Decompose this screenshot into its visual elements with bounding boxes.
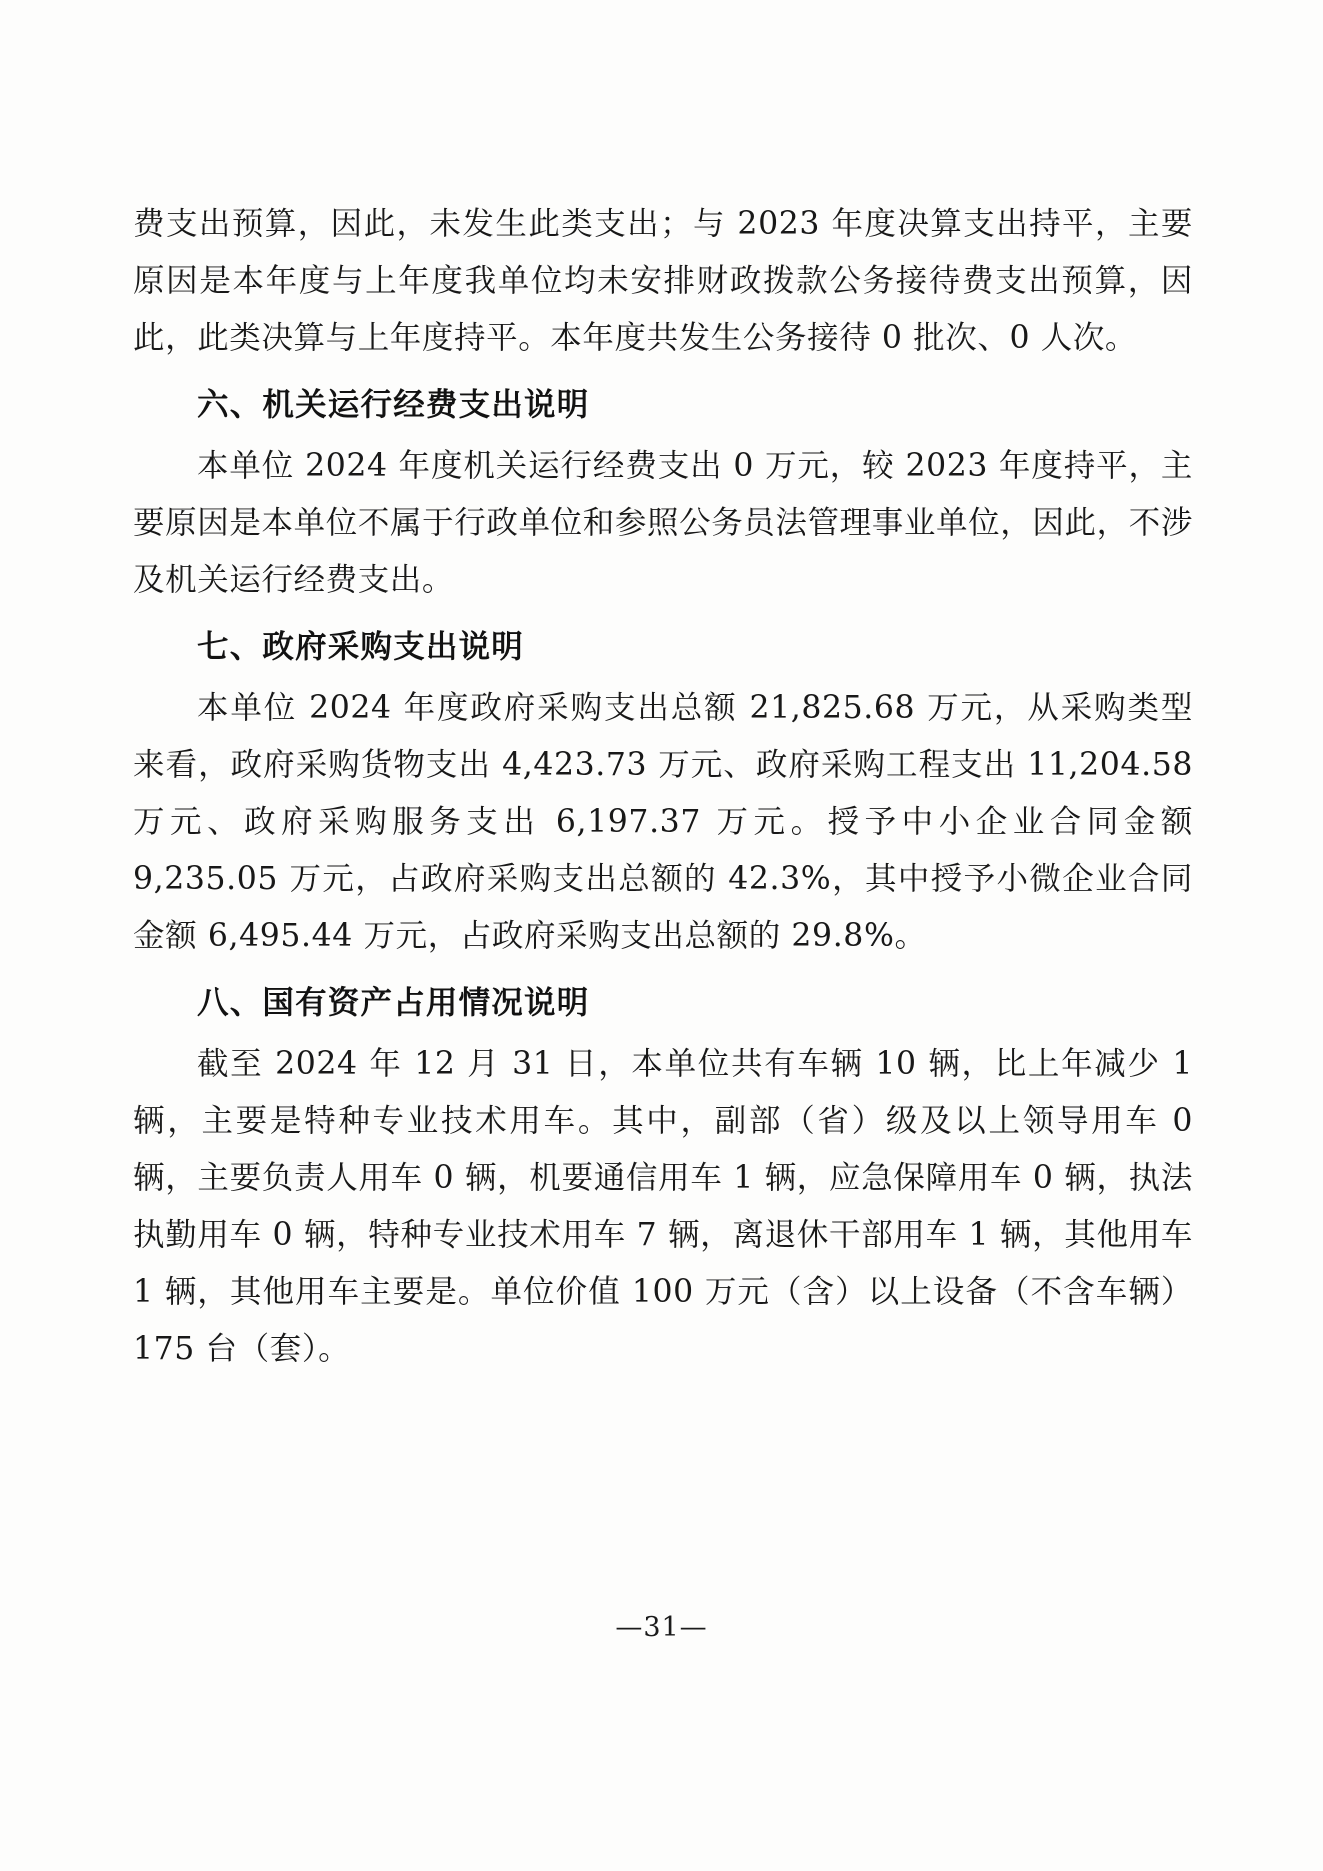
page-body (133, 196, 1193, 1384)
section-heading-seven: 七、政府采购支出说明 (197, 629, 525, 665)
section-heading-six: 六、机关运行经费支出说明 (197, 387, 590, 423)
page-number: —31— (615, 1612, 708, 1643)
paragraph-government-procurement: 本单位 2024 年度政府采购支出总额 21,825.68 万元，从采购类型来看，政府采购货物支出 4,423.73 万元、政府采购工程支出 11,204.58 万元、政府采购服务支出 6,197.37 万元。授予中小企业合同金额 9,235.05 万元，占政府采购支出总额的 42.3%，其中授予小微企业合同金额 6,495.44 万元，占政府采购支出总额的 29.8%。 (133, 690, 1193, 954)
section-heading-eight: 八、国有资产占用情况说明 (197, 985, 590, 1021)
paragraph-operating-expenses: 本单位 2024 年度机关运行经费支出 0 万元，较 2023 年度持平，主要原因是本单位不属于行政单位和参照公务员法管理事业单位，因此，不涉及机关运行经费支出。 (133, 448, 1193, 598)
paragraph-official-reception: 费支出预算，因此，未发生此类支出；与 2023 年度决算支出持平，主要原因是本年度与上年度我单位均未安排财政拨款公务接待费支出预算，因此，此类决算与上年度持平。本年度共发生公务接待 0 批次、0 人次。 (133, 206, 1193, 356)
paragraph-state-owned-assets: 截至 2024 年 12 月 31 日，本单位共有车辆 10 辆，比上年减少 1 辆，主要是特种专业技术用车。其中，副部（省）级及以上领导用车 0 辆，主要负责人用车 0 辆，机要通信用车 1 辆，应急保障用车 0 辆，执法执勤用车 0 辆，特种专业技术用车 7 辆，离退休干部用车 1 辆，其他用车 1 辆，其他用车主要是。单位价值 100 万元（含）以上设备（不含车辆）175 台（套）。 (133, 1046, 1193, 1367)
